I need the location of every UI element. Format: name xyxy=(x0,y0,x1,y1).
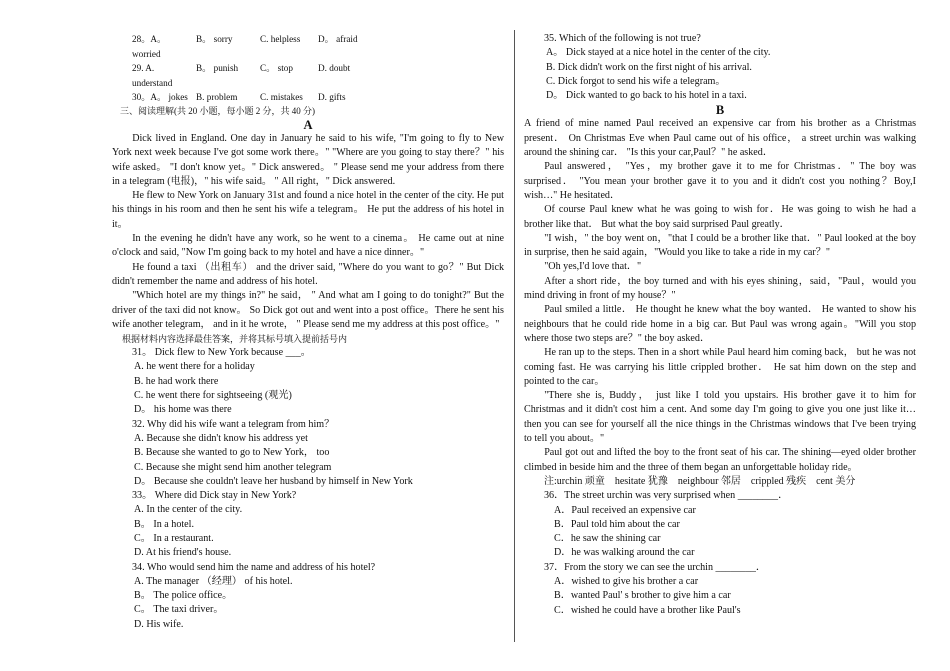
column-divider xyxy=(514,30,515,642)
question-33-stem: 33。 Where did Dick stay in New York? xyxy=(132,490,297,502)
option-29a: 29. A. understand xyxy=(132,63,173,88)
option-29c: C。 stop xyxy=(260,63,293,74)
passage-b-title: B xyxy=(715,103,725,118)
passage-b-paragraph: After a short ride，the boy turned and with his eyes shining，said，"Paul，would you mind driving in front of my house？" xyxy=(524,275,916,302)
question-31-option-a: A. he went there for a holiday xyxy=(134,361,255,373)
option-28b: B。 sorry xyxy=(196,34,233,44)
question-34-option-c: C。 The taxi driver。 xyxy=(134,604,224,616)
passage-b-paragraph: Paul smiled a little． He thought he knew what the boy wanted． He wanted to show his neighbours that he could ride home in a big car. But Paul was wrong again。"Will you stop where those two steps are？" the boy asked． xyxy=(524,304,916,344)
question-36-stem: 36．The street urchin was very surprised when ________． xyxy=(544,490,789,502)
question-32-option-b: B. Because she wanted to go to New York， too xyxy=(134,447,330,459)
option-30c: C. mistakes xyxy=(260,92,303,103)
instruction: 根据材料内容选择最佳答案，并将其标号填入提前括号内 xyxy=(122,334,348,345)
option-29d: D. doubt xyxy=(318,63,351,74)
option-row-28 xyxy=(112,32,504,61)
passage-a xyxy=(112,132,504,332)
question-37-option-a: A．wished to give his brother a car xyxy=(554,575,699,587)
question-36-option-b: B．Paul told him about the car xyxy=(554,518,680,530)
question-35 xyxy=(524,32,916,103)
question-37-stem: 37．From the story we can see the urchin ________． xyxy=(544,561,767,573)
question-33-option-c: C。 In a restaurant. xyxy=(134,532,214,544)
passage-b-paragraph: "Oh yes,I'd love that．" xyxy=(544,261,642,273)
question-31-option-b: B. he had work there xyxy=(134,375,219,387)
question-32-option-c: C. Because she might send him another telegram xyxy=(134,461,332,473)
question-36-option-a: A．Paul received an expensive car xyxy=(554,504,696,516)
question-34-option-a: A. The manager （经理） of his hotel. xyxy=(134,575,293,587)
question-35-option-a: A。 Dick stayed at a nice hotel in the center of the city. xyxy=(546,47,771,59)
question-35-option-b: B. Dick didn't work on the first night of his arrival. xyxy=(546,61,752,73)
right-column xyxy=(524,32,916,618)
passage-a-paragraph: In the evening he didn't have any work, so he went to a cinema。 He came out at nine o'clock and said, "Now I'm going back to my hotel and have a nice dinner。" xyxy=(112,233,504,259)
passage-a-paragraph: He found a taxi （出租车） and the driver said, "Where do you want to go？" But Dick didn't remember the name and address of his hotel. xyxy=(112,261,504,287)
option-30a: 30。A。 jokes xyxy=(132,92,188,103)
question-36-option-d: D．he was walking around the car xyxy=(554,547,695,559)
passage-b-paragraph: A friend of mine named Paul received an expensive car from his brother as a Christmas present． On Christmas Eve when Paul came out of his office， a street urchin was walking around the shining car． "Is this your car,Paul？" he asked． xyxy=(524,118,916,159)
passage-b-paragraph: Paul answered， "Yes，my brother gave it to me for Christmas．" The boy was surprised． "You mean your brother gave it to you and it didn't cost you nothing？Boy,I wish…" He hesitated． xyxy=(524,161,916,201)
question-35-option-d: D。 Dick wanted to go back to his hotel in a taxi. xyxy=(546,90,747,102)
question-32-option-a: A. Because she didn't know his address yet xyxy=(134,432,308,444)
question-33-option-a: A. In the center of the city. xyxy=(134,504,243,516)
passage-b-paragraph: "I wish，" the boy went on，"that I could be a brother like that．" Paul looked at the boy in surprise, then he said again，"Would you like to take a ride in my car？" xyxy=(524,232,916,259)
passage-a-title: A xyxy=(303,117,313,132)
option-30d: D. gifts xyxy=(318,92,346,103)
question-35-option-c: C. Dick forgot to send his wife a telegram。 xyxy=(546,75,726,87)
option-28c: C. helpless xyxy=(260,34,301,44)
option-row-30 xyxy=(112,90,504,105)
passage-b-paragraph: He ran up to the steps. Then in a short while Paul heard him coming back， but he was not coming fast. He was carrying his little crippled brother． He sat him down on the step and pointed to the car。 xyxy=(524,347,916,387)
option-28a: 28。A。 worried xyxy=(132,34,167,59)
question-36-option-c: C．he saw the shining car xyxy=(554,533,661,545)
question-34-stem: 34. Who would send him the name and address of his hotel? xyxy=(132,561,376,573)
question-37-option-b: B．wanted Paul' s brother to give him a car xyxy=(554,590,731,602)
question-34-option-d: D. His wife. xyxy=(134,618,184,630)
question-31-option-d: D。 his home was there xyxy=(134,404,232,416)
question-32-option-d: D。 Because she couldn't leave her husband by himself in New York xyxy=(134,475,413,487)
option-28d: D。 afraid xyxy=(318,34,358,44)
question-32-stem: 32. Why did his wife want a telegram from him？ xyxy=(132,418,335,430)
passage-b-paragraph: Paul got out and lifted the boy to the front seat of his car. The shining—eyed older brother climbed in beside him and the three of them began an unforgettable holiday ride。 xyxy=(524,447,916,473)
option-29b: B。 punish xyxy=(196,63,239,74)
passage-b-paragraph: Of course Paul knew what he was going to wish for．He was going to wish he had a brother like that． But what the boy said surprised Paul greatly． xyxy=(524,204,916,230)
questions-36-37 xyxy=(524,489,916,618)
question-34-option-b: B。 The police office。 xyxy=(134,590,233,602)
passage-a-paragraph: Dick lived in England. One day in January he said to his wife, "I'm going to fly to New York next week because I've got some work there。" "Where are you going to stay there？" his wife asked。 "I don't know yet。" Dick answered。 " Please send me your address from there in a telegram (电报)，" his wife said。 " All right，" Dick answered. xyxy=(112,132,504,187)
vocabulary-note: 注:urchin 顽童 hesitate 犹豫 neighbour 邻居 crippled 残疾 cent 美分 xyxy=(544,475,856,487)
passage-b-paragraph: "There she is, Buddy， just like I told you upstairs. His brother gave it to him for Christmas and it didn't cost him a cent. And some day I'm going to give you one just like it…then you can see for yourself all the nice things in the Christmas windows that I've been trying to tell you about。" xyxy=(524,390,916,445)
question-31-option-c: C. he went there for sightseeing (观光) xyxy=(134,390,292,402)
passage-a-paragraph: He flew to New York on January 31st and found a nice hotel in the center of the city. He put his things in his room and then he sent his wife a telegram。 He put the address of his hotel in it。 xyxy=(112,190,504,230)
question-33-option-d: D. At his friend's house. xyxy=(134,547,232,559)
option-row-29 xyxy=(112,61,504,90)
passage-a-paragraph: "Which hotel are my things in?" he said， " And what am I going to do tonight?" But the driver of the taxi did not know。 So Dick got out and went into a post office。There he sent his wife another telegram， and in it he wrote， " Please send me my address at this post office。" xyxy=(112,290,504,330)
section-heading: 三、阅读理解(共 20 小题，每小题 2 分，共 40 分) xyxy=(120,105,315,116)
passage-b xyxy=(524,117,916,474)
questions-31-34 xyxy=(112,346,504,632)
left-column xyxy=(112,32,504,632)
question-37-option-c: C．wished he could have a brother like Paul's xyxy=(554,604,741,616)
question-35-stem: 35. Which of the following is not true? xyxy=(544,33,701,44)
option-rows xyxy=(112,32,504,105)
question-31-stem: 31。 Dick flew to New York because ___。 xyxy=(132,347,311,359)
option-30b: B. problem xyxy=(196,92,238,103)
question-33-option-b: B。 In a hotel. xyxy=(134,518,194,530)
